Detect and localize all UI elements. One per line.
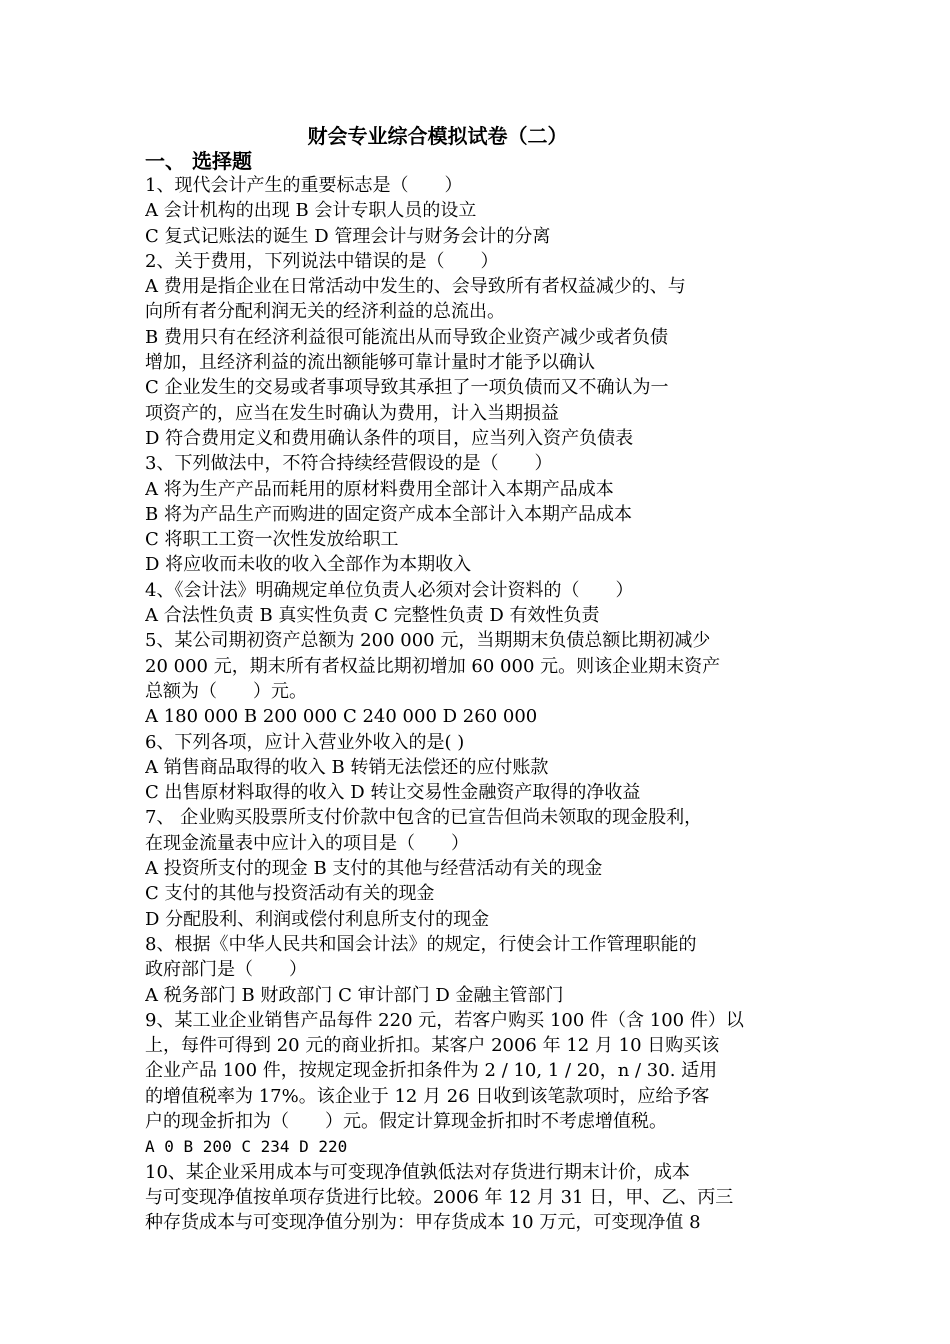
text-line: 4、《会计法》明确规定单位负责人必须对会计资料的（ ） [145,579,634,601]
text-line: 2、关于费用，下列说法中错误的是（ ） [145,250,499,272]
text-line: 8、根据《中华人民共和国会计法》的规定，行使会计工作管理职能的 [145,933,697,955]
text-line: C 将职工工资一次性发放给职工 [145,529,399,551]
text-line: 总额为（ ）元。 [145,680,307,702]
text-line: 项资产的，应当在发生时确认为费用，计入当期损益 [145,402,559,424]
text-line: 在现金流量表中应计入的项目是（ ） [145,832,469,854]
text-line: 10、某企业采用成本与可变现净值孰低法对存货进行期末计价，成本 [145,1161,690,1183]
text-line: C 复式记账法的诞生 D 管理会计与财务会计的分离 [145,225,551,247]
text-line: 7、 企业购买股票所支付价款中包含的已宣告但尚未领取的现金股利， [145,807,703,829]
text-line: 3、下列做法中，不符合持续经营假设的是（ ） [145,453,553,475]
text-line: 20 000 元，期末所有者权益比期初增加 60 000 元。则该企业期末资产 [145,655,721,677]
text-line: C 支付的其他与投资活动有关的现金 [145,883,435,905]
text-line: A 将为生产产品而耗用的原材料费用全部计入本期产品成本 [145,478,614,500]
text-line: A 会计机构的出现 B 会计专职人员的设立 [145,200,477,222]
text-line: 政府部门是（ ） [145,959,307,981]
text-line: B 将为产品生产而购进的固定资产成本全部计入本期产品成本 [145,503,632,525]
text-line: 户的现金折扣为（ ）元。假定计算现金折扣时不考虑增值税。 [145,1110,667,1132]
text-line: A 合法性负责 B 真实性负责 C 完整性负责 D 有效性负责 [145,605,600,627]
text-line: 9、某工业企业销售产品每件 220 元，若客户购买 100 件（含 100 件）以 [145,1009,744,1031]
text-line: 6、下列各项，应计入营业外收入的是( ) [145,731,465,753]
text-line: D 分配股利、利润或偿付利息所支付的现金 [145,908,490,930]
text-line: 上，每件可得到 20 元的商业折扣。某客户 2006 年 12 月 10 日购买该 [145,1035,720,1057]
text-line: 向所有者分配利润无关的经济利益的总流出。 [145,301,505,323]
text-line: D 将应收而未收的收入全部作为本期收入 [145,554,472,576]
text-line: A 费用是指企业在日常活动中发生的、会导致所有者权益减少的、与 [145,276,686,298]
text-line: A 税务部门 B 财政部门 C 审计部门 D 金融主管部门 [145,984,564,1006]
text-line: C 企业发生的交易或者事项导致其承担了一项负债而又不确认为一 [145,377,669,399]
document-title: 财会专业综合模拟试卷（二） [307,124,568,148]
text-line: B 费用只有在经济利益很可能流出从而导致企业资产减少或者负债 [145,326,668,348]
section-heading: 一、 选择题 [145,149,252,173]
text-line: C 出售原材料取得的收入 D 转让交易性金融资产取得的净收益 [145,782,641,804]
text-line: A 0 B 200 C 234 D 220 [145,1137,348,1157]
text-line: 种存货成本与可变现净值分别为：甲存货成本 10 万元，可变现净值 8 [145,1212,701,1234]
text-line: 5、某公司期初资产总额为 200 000 元，当期期末负债总额比期初减少 [145,630,711,652]
text-line: 与可变现净值按单项存货进行比较。2006 年 12 月 31 日，甲、乙、丙三 [145,1186,734,1208]
text-line: 增加，且经济利益的流出额能够可靠计量时才能予以确认 [145,352,595,374]
text-line: 1、现代会计产生的重要标志是（ ） [145,175,463,196]
text-line: 的增值税率为 17%。该企业于 12 月 26 日收到该笔款项时，应给予客 [145,1085,710,1107]
text-line: D 符合费用定义和费用确认条件的项目，应当列入资产负债表 [145,427,634,449]
question-text-body [145,173,825,1235]
text-line: A 投资所支付的现金 B 支付的其他与经营活动有关的现金 [145,858,603,880]
text-line: 企业产品 100 件，按规定现金折扣条件为 2 / 10, 1 / 20，n / 30. 适用 [145,1060,718,1082]
text-line: A 销售商品取得的收入 B 转销无法偿还的应付账款 [145,756,549,778]
text-line: A 180 000 B 200 000 C 240 000 D 260 000 [145,706,538,728]
